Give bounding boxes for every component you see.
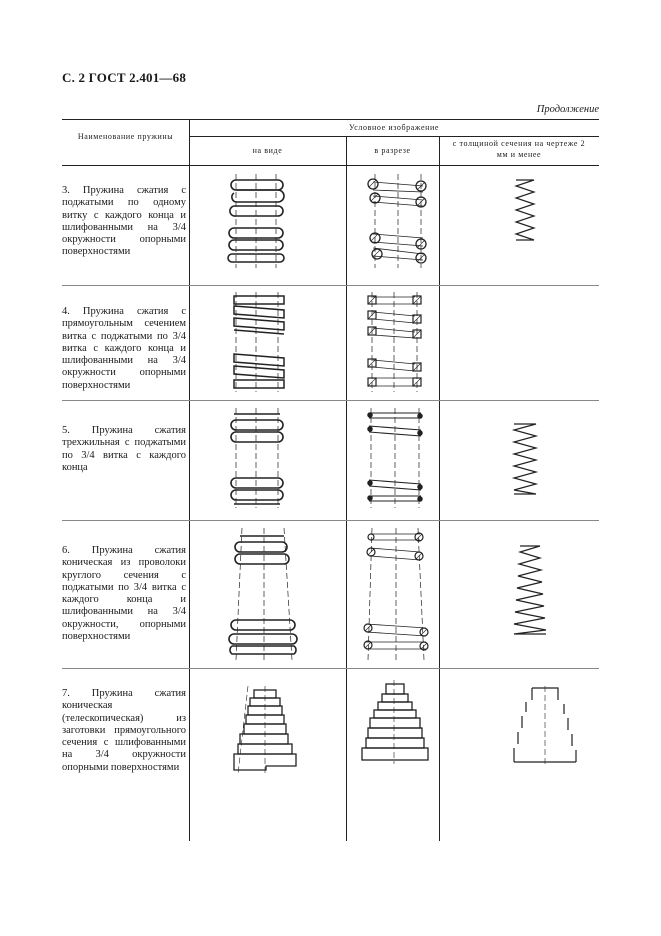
spring-7-view-figure [228, 686, 298, 774]
spring-6-view-figure [226, 528, 302, 660]
page-header: С. 2 ГОСТ 2.401—68 [62, 70, 187, 85]
column-header-view: на виде [252, 146, 283, 155]
spring-4-section-figure [363, 292, 425, 392]
row-5-name: 5. Пружина сжатия трехжильная с поджатыми по 3/4 витка с каждого конца [62, 425, 186, 473]
spring-3-view-figure [226, 172, 288, 270]
row-3-name: 3. Пружина сжатия с поджатыми по одному витку с каждого конца и шлифованными на 3/4 окружности опорными поверхностями [62, 185, 186, 258]
spring-4-view-figure [226, 292, 288, 392]
column-header-thin: с толщиной сечения на чертеже 2 мм и менее [452, 139, 586, 159]
spring-5-thin-figure [510, 422, 540, 496]
spring-6-thin-figure [510, 544, 550, 636]
continuation-label: Продолжение [536, 104, 599, 115]
spring-7-thin-figure [510, 686, 582, 768]
column-header-section: в разрезе [374, 146, 411, 155]
row-6-name: 6. Пружина сжатия коническая из проволоки круглого сечения с поджатыми по 3/4 витка с каждого конца и шлифованными на 3/4 окружности, опорными поверхностями [62, 545, 186, 643]
spring-6-section-figure [360, 528, 434, 660]
row-7-name: 7. Пружина сжатия коническая (телескопическая) из заготовки прямоугольного сечения с шлифованными на 3/4 окружности опорными поверхностями [62, 688, 186, 773]
spring-3-thin-figure [510, 178, 540, 244]
spring-3-section-figure [363, 172, 433, 270]
column-header-name: Наименование пружины [77, 132, 174, 141]
row-4-name: 4. Пружина сжатия с прямоугольным сечением витка с поджатыми по 3/4 витка с каждого конца и шлифованными на 3/4 окружности опорными поверхностями [62, 306, 186, 391]
column-group-header: Условное изображение [348, 123, 440, 132]
spring-5-section-figure [363, 408, 427, 508]
spring-7-section-figure [358, 680, 430, 764]
spring-5-view-figure [226, 408, 288, 508]
